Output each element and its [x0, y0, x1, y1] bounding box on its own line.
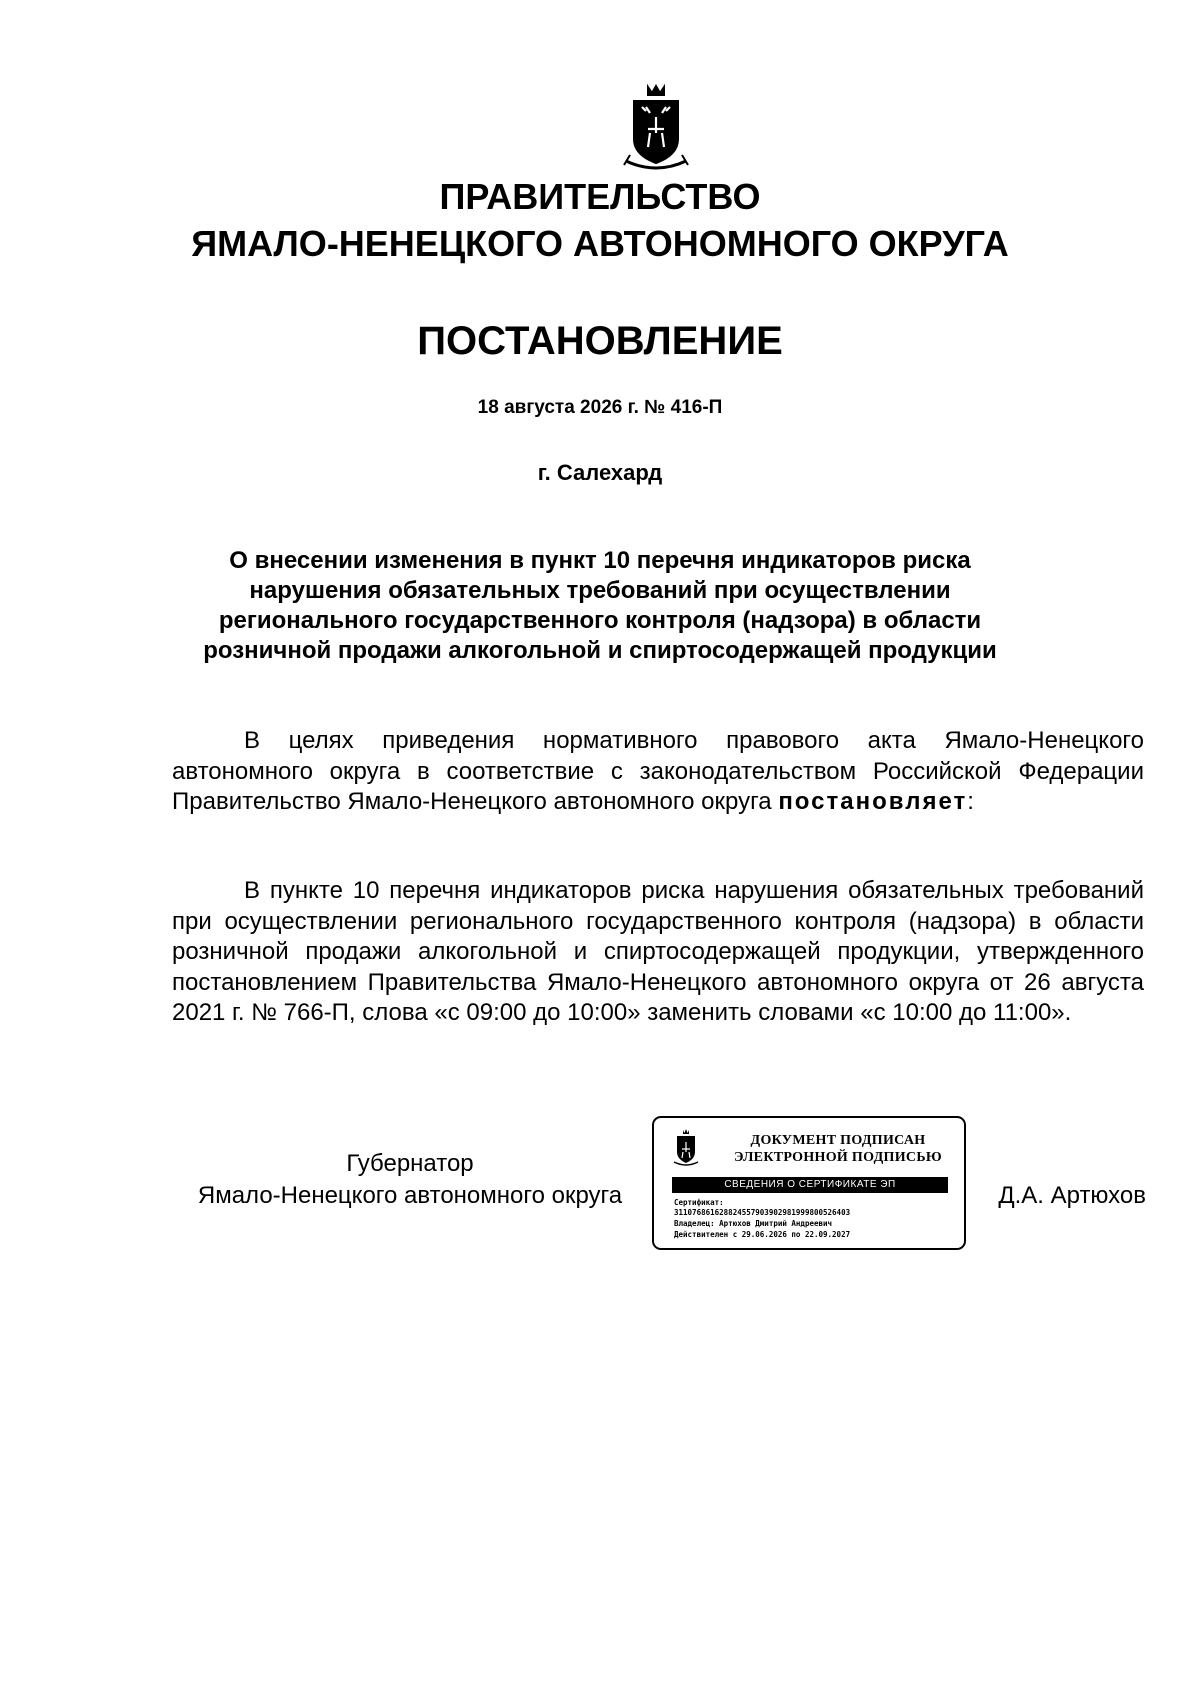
electronic-signature-stamp [652, 1116, 966, 1250]
stamp-certificate-bar: СВЕДЕНИЯ О СЕРТИФИКАТЕ ЭП [672, 1177, 948, 1193]
document-type: ПОСТАНОВЛЕНИЕ [417, 319, 783, 363]
preamble-text: В целях приведения нормативного правового акта Ямало-Ненецкого автономного округа в соответствие с законодательством Российской Федерации Правительство Ямало-Ненецкого автономного округа [172, 727, 1144, 815]
stamp-owner: Владелец: Артюхов Дмитрий Андреевич [674, 1219, 833, 1228]
paragraph-amendment: В пункте 10 перечня индикаторов риска нарушения обязательных требований при осуществлении регионального государственного контроля (надзора) в области розничной продажи алкогольной и спиртосодержащей продукции, утвержденного постановлением Правительства Ямало-Ненецкого автономного округа от 26 августа 2021 г. № 766-П, слова «с 09:00 до 10:00» заменить словами «с 10:00 до 11:00». [172, 877, 1144, 1026]
document-city: г. Салехард [537, 460, 663, 485]
stamp-certificate-label: Сертификат: [674, 1198, 724, 1207]
paragraph-preamble [172, 726, 1144, 818]
coat-of-arms-icon [622, 83, 690, 175]
signatory-title-line1: Губернатор [346, 1150, 474, 1177]
document-subject: О внесении изменения в пункт 10 перечня индикаторов риска нарушения обязательных требований при осуществлении регионального государственного контроля (надзора) в области розничной продажи алкогольной и спиртосодержащей продукции [203, 547, 997, 664]
preamble-colon: : [967, 788, 974, 815]
signatory-name: Д.А. Артюхов [998, 1182, 1146, 1209]
government-name-line1: ПРАВИТЕЛЬСТВО [439, 176, 761, 217]
stamp-validity: Действителен с 29.06.2026 по 22.09.2027 [674, 1230, 851, 1239]
document-date-number: 18 августа 2026 г. № 416-П [477, 397, 723, 418]
stamp-title [714, 1132, 962, 1166]
stamp-title-line1: ДОКУМЕНТ ПОДПИСАН [750, 1133, 926, 1148]
stamp-title-line2: ЭЛЕКТРОННОЙ ПОДПИСЬЮ [734, 1150, 942, 1165]
signatory-title-line2: Ямало-Ненецкого автономного округа [197, 1182, 623, 1209]
government-name-line2: ЯМАЛО-НЕНЕЦКОГО АВТОНОМНОГО ОКРУГА [191, 223, 1009, 264]
decree-word: постановляет [778, 788, 968, 815]
stamp-certificate-number: 311076861628824557903902981999800526403 [674, 1208, 851, 1217]
coat-of-arms-icon [672, 1128, 700, 1168]
